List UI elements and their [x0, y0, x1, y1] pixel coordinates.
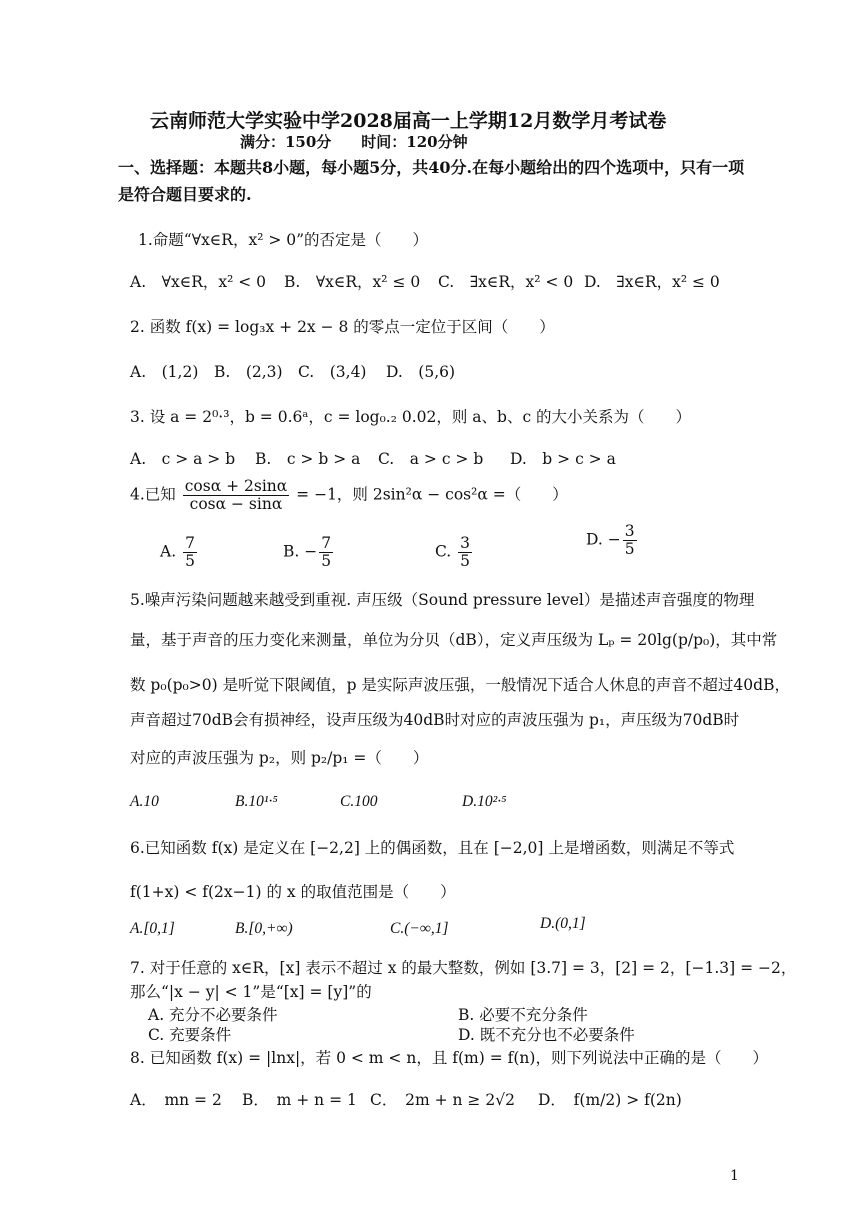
q4-fraction-denominator: cosα − sinα [189, 495, 283, 514]
q3-option-b: B. c > b > a [255, 450, 361, 468]
q4-fraction [183, 478, 290, 513]
q4-option-a-label: A. [160, 542, 177, 561]
q7-line1: 7. 对于任意的 x∈R，[x] 表示不超过 x 的最大整数，例如 [3.7] = 3，[2] = 2，[−1.3] = −2， [130, 959, 797, 977]
q2-stem: 2. 函数 f(x) = log₃x + 2x − 8 的零点一定位于区间（ ） [130, 318, 555, 336]
q6-line1: 6.已知函数 f(x) 是定义在 [−2,2] 上的偶函数，且在 [−2,0] 上是增函数，则满足不等式 [130, 839, 735, 857]
q4-option-d-fraction [623, 523, 637, 558]
q6-option-c: C.(−∞,1] [390, 920, 449, 937]
q4-fraction-numerator: cosα + 2sinα [184, 477, 288, 495]
q2-option-c: C. (3,4) [298, 363, 367, 381]
q7-option-b: B. 必要不充分条件 [458, 1006, 588, 1024]
q7-option-c: C. 充要条件 [148, 1026, 232, 1044]
q2-option-a: A. (1,2) [130, 363, 199, 381]
score-time: 满分：150分 时间：120分钟 [240, 133, 468, 151]
q8-option-c: C． 2m + n ≥ 2√2 [370, 1091, 515, 1109]
q4-prefix: 4.已知 [130, 485, 176, 504]
q3-option-c: C. a > c > b [378, 450, 484, 468]
q4-option-a-fraction [183, 535, 197, 570]
q4-option-b [283, 535, 335, 570]
q6-option-a: A.[0,1] [130, 920, 175, 937]
q2-option-b: B. (2,3) [214, 363, 283, 381]
q4-option-b-fraction [319, 535, 333, 570]
q4-suffix: = −1，则 2sin²α − cos²α =（ ） [296, 485, 568, 504]
q1-stem: 1.命题“∀x∈R，x² > 0”的否定是（ ） [138, 231, 429, 249]
q4-option-d-sign: − [607, 530, 621, 549]
q6-option-d: D.(0,1] [540, 915, 586, 932]
q1-option-a: A. ∀x∈R，x² < 0 [130, 273, 267, 291]
q8-option-d: D． f(m/2) > f(2n) [538, 1091, 682, 1109]
q4-option-c-denominator: 5 [460, 552, 471, 571]
q4-option-a-denominator: 5 [185, 552, 195, 571]
q4-option-c [435, 535, 474, 570]
q4-option-a [160, 535, 199, 570]
q3-stem: 3. 设 a = 2⁰·³，b = 0.6ᵃ，c = log₀.₂ 0.02，则 a、b、c 的大小关系为（ ） [130, 408, 692, 426]
q4-option-d-label: D. [586, 530, 603, 549]
q1-option-c: C. ∃x∈R，x² < 0 [438, 273, 574, 291]
q4-option-c-fraction [458, 535, 472, 570]
q5-option-a: A.10 [130, 793, 159, 810]
section-heading-line2: 是符合题目要求的. [118, 185, 252, 204]
q5-line4: 声音超过70dB会有损神经，设声压级为40dB时对应的声波压强为 p₁，声压级为70dB时 [130, 711, 740, 729]
q2-option-d: D. (5,6) [386, 363, 456, 381]
q4-stem [130, 478, 568, 513]
q4-option-b-numerator: 7 [321, 534, 332, 552]
q5-line1: 5.噪声污染问题越来越受到重视. 声压级（Sound pressure level）是描述声音强度的物理 [130, 591, 755, 609]
page-number: 1 [730, 1168, 739, 1184]
q1-option-d: D. ∃x∈R，x² ≤ 0 [584, 273, 720, 291]
q5-option-d: D.10²·⁵ [462, 793, 507, 810]
q4-option-d-denominator: 5 [624, 540, 635, 559]
q5-line5: 对应的声波压强为 p₂，则 p₂/p₁ =（ ） [130, 749, 429, 767]
q8-option-b: B． m + n = 1 [242, 1091, 357, 1109]
q8-option-a: A． mn = 2 [130, 1091, 222, 1109]
q4-option-b-label: B. [283, 542, 300, 561]
q7-option-d: D. 既不充分也不必要条件 [458, 1026, 635, 1044]
q5-line2: 量，基于声音的压力变化来测量，单位为分贝（dB），定义声压级为 Lₚ = 20lg(p/p₀)，其中常 [130, 631, 778, 649]
q4-option-a-numerator: 7 [185, 534, 195, 552]
q7-line2: 那么“|x − y| < 1”是“[x] = [y]”的 [130, 983, 372, 1001]
q5-line3: 数 p₀(p₀>0) 是听觉下限阈值，p 是实际声波压强，一般情况下适合人休息的声音不超过40dB， [130, 676, 790, 694]
q4-option-b-sign: − [304, 542, 318, 561]
q5-option-b: B.10¹·⁵ [235, 793, 278, 810]
q4-option-d [586, 523, 639, 558]
q7-option-a: A. 充分不必要条件 [148, 1006, 278, 1024]
q4-option-d-numerator: 3 [624, 522, 635, 540]
q4-option-b-denominator: 5 [321, 552, 332, 571]
exam-title: 云南师范大学实验中学2028届高一上学期12月数学月考试卷 [150, 110, 667, 132]
q6-option-b: B.[0,+∞) [235, 920, 293, 937]
q4-option-c-numerator: 3 [460, 534, 471, 552]
q3-option-d: D. b > c > a [510, 450, 616, 468]
q8-stem: 8. 已知函数 f(x) = |lnx|，若 0 < m < n，且 f(m) = f(n)，则下列说法中正确的是（ ） [130, 1049, 768, 1067]
section-heading-line1: 一、选择题：本题共8小题，每小题5分，共40分.在每小题给出的四个选项中，只有一项 [118, 158, 745, 177]
q4-option-c-label: C. [435, 542, 452, 561]
q3-option-a: A. c > a > b [130, 450, 236, 468]
q1-option-b: B. ∀x∈R，x² ≤ 0 [284, 273, 421, 291]
q5-option-c: C.100 [340, 793, 378, 810]
q6-line2: f(1+x) < f(2x−1) 的 x 的取值范围是（ ） [130, 883, 456, 901]
